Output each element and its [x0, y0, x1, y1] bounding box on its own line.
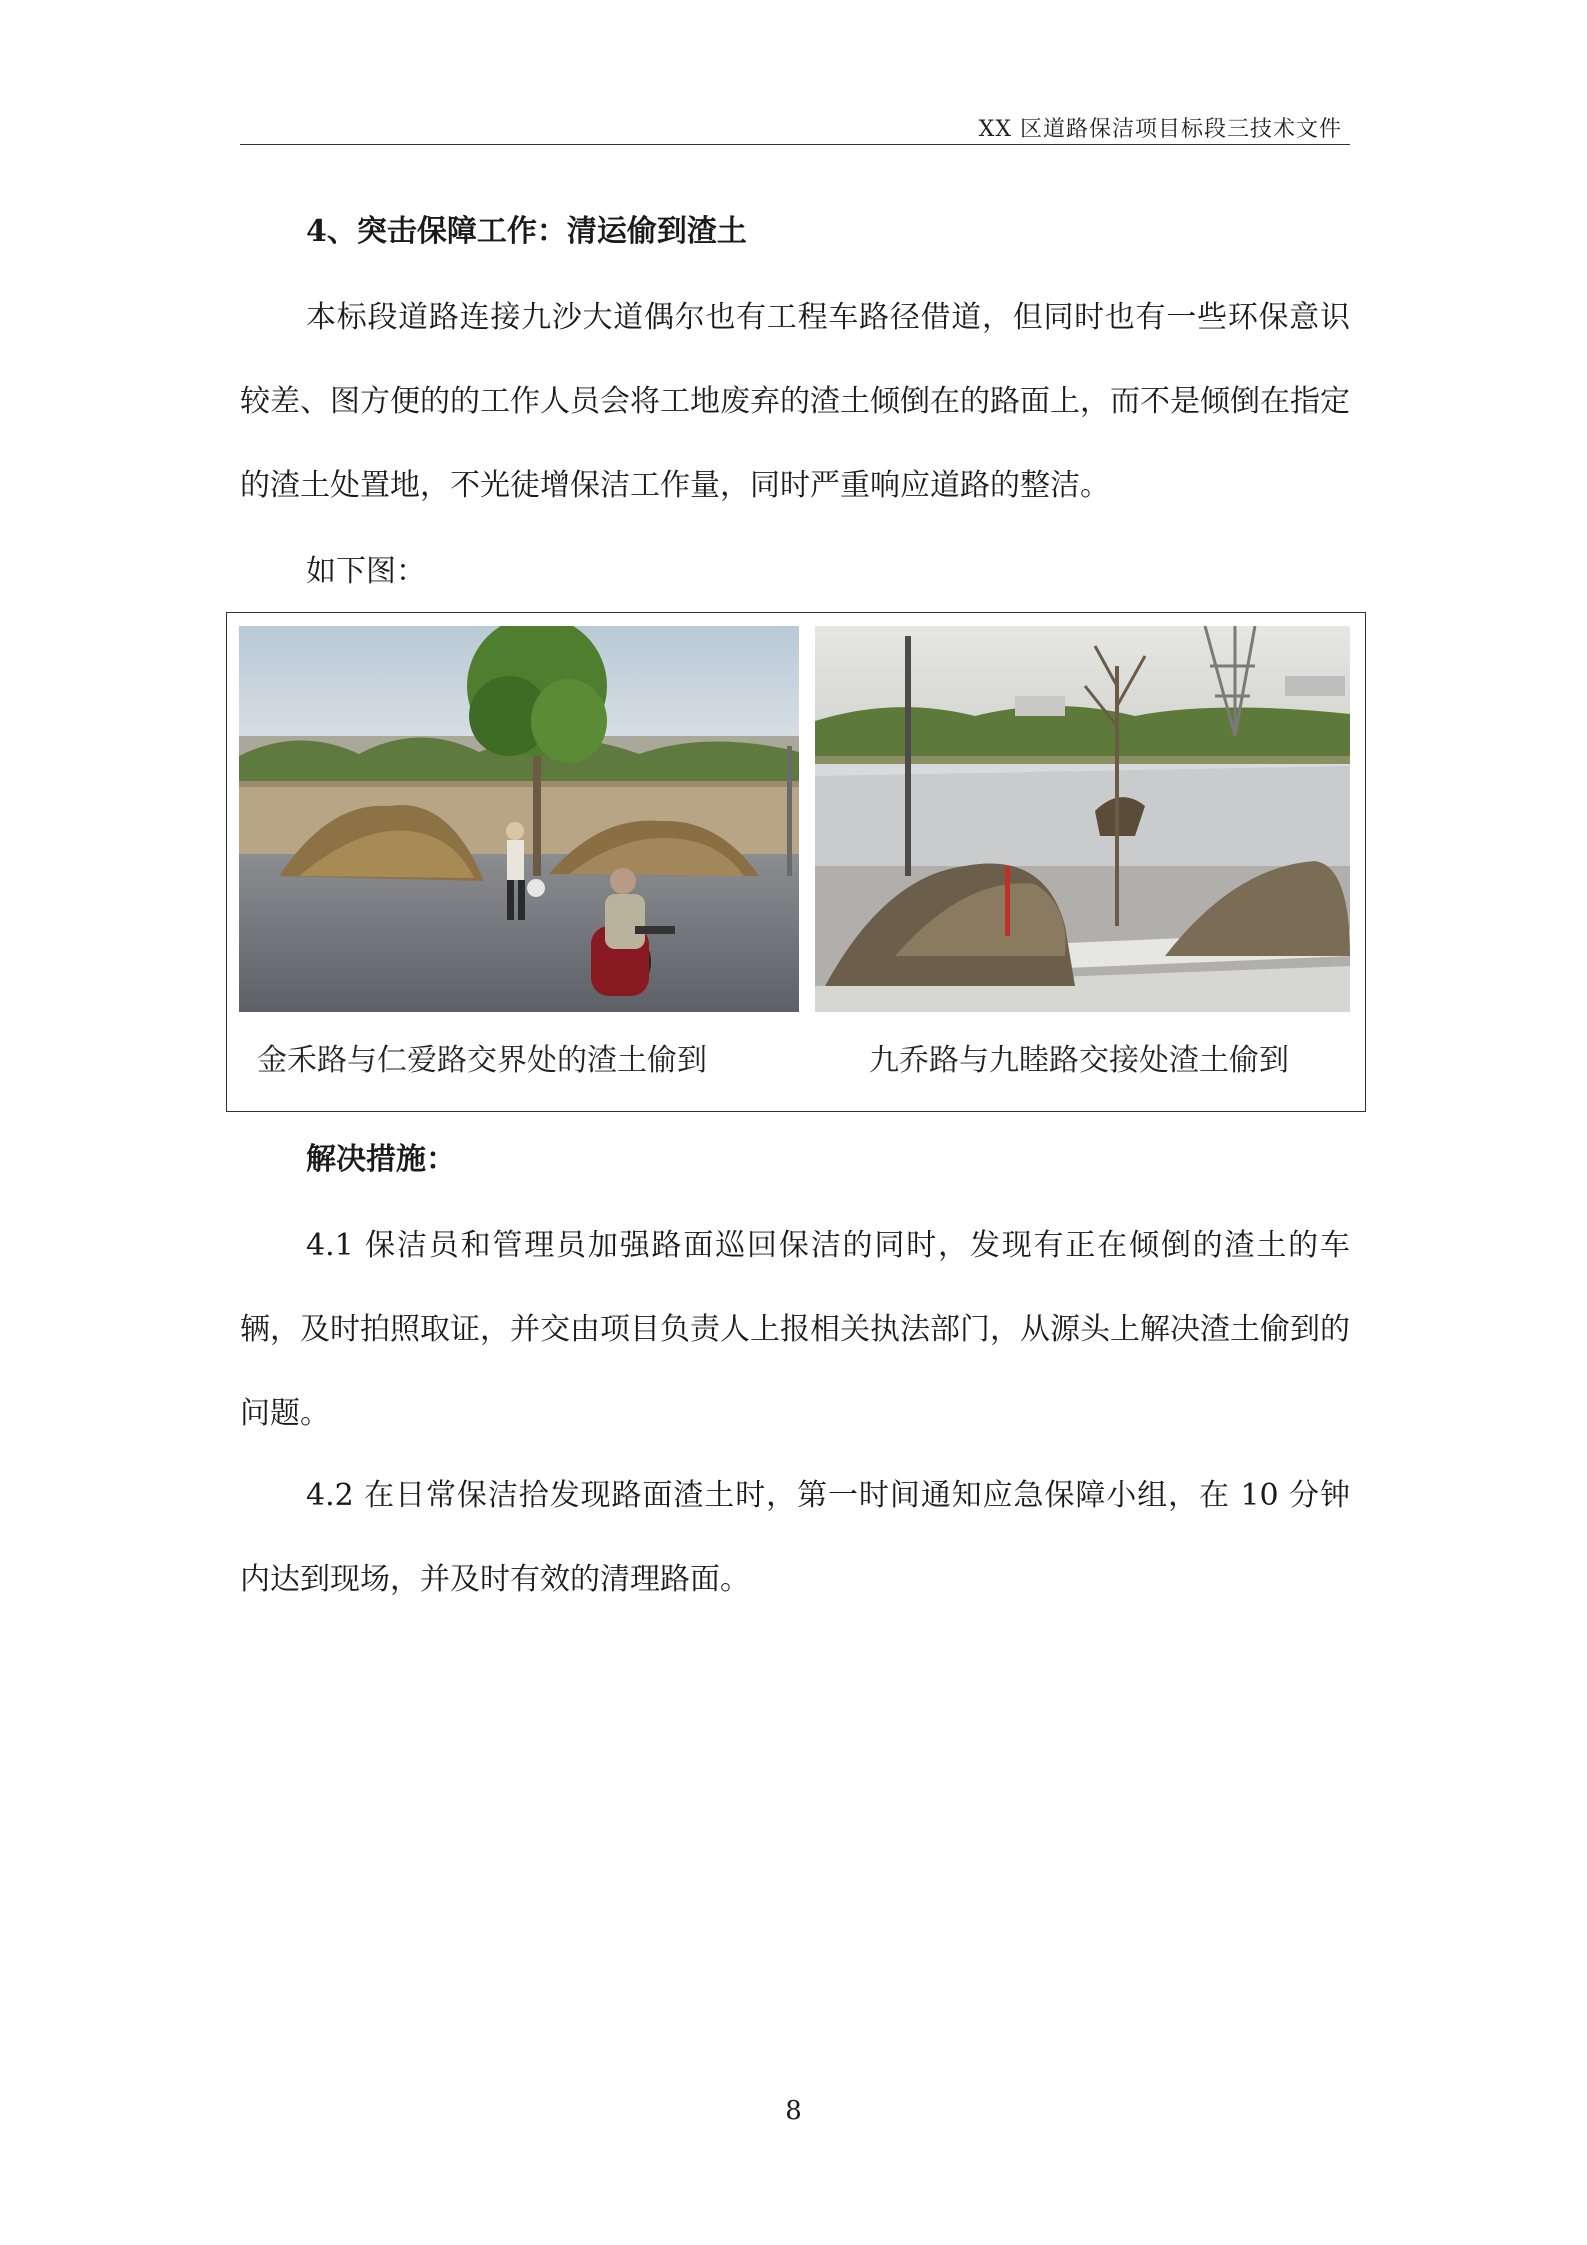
page-header [240, 112, 1350, 145]
figure-box [226, 612, 1366, 1112]
page-number: 8 [785, 2096, 802, 2126]
photo-roadside-dirt-piles [239, 626, 799, 1012]
photo-sidewalk-dirt-piles [815, 626, 1350, 1012]
solutions-heading: 解决措施： [306, 1142, 456, 1177]
solution-item-4-2: 4.2 在日常保洁拾发现路面渣土时，第一时间通知应急保障小组，在 10 分钟内达到现场，并及时有效的清理路面。 [240, 1478, 1350, 1597]
header-title: XX 区道路保洁项目标段三技术文件 [978, 117, 1342, 142]
solution-item-4-1: 4.1 保洁员和管理员加强路面巡回保洁的同时，发现有正在倾倒的渣土的车辆，及时拍照取证，并交由项目负责人上报相关执法部门，从源头上解决渣土偷到的问题。 [240, 1228, 1350, 1431]
figure-caption-left: 金禾路与仁爱路交界处的渣土偷到 [257, 1043, 707, 1078]
section-heading: 4、突击保障工作：清运偷到渣土 [306, 214, 747, 249]
intro-paragraph: 本标段道路连接九沙大道偶尔也有工程车路径借道，但同时也有一些环保意识较差、图方便的的工作人员会将工地废弃的渣土倾倒在的路面上，而不是倾倒在指定的渣土处置地，不光徒增保洁工作量，同时严重响应道路的整洁。 [240, 300, 1350, 503]
see-below-text: 如下图： [306, 554, 426, 589]
figure-caption-right: 九乔路与九睦路交接处渣土偷到 [869, 1043, 1289, 1078]
